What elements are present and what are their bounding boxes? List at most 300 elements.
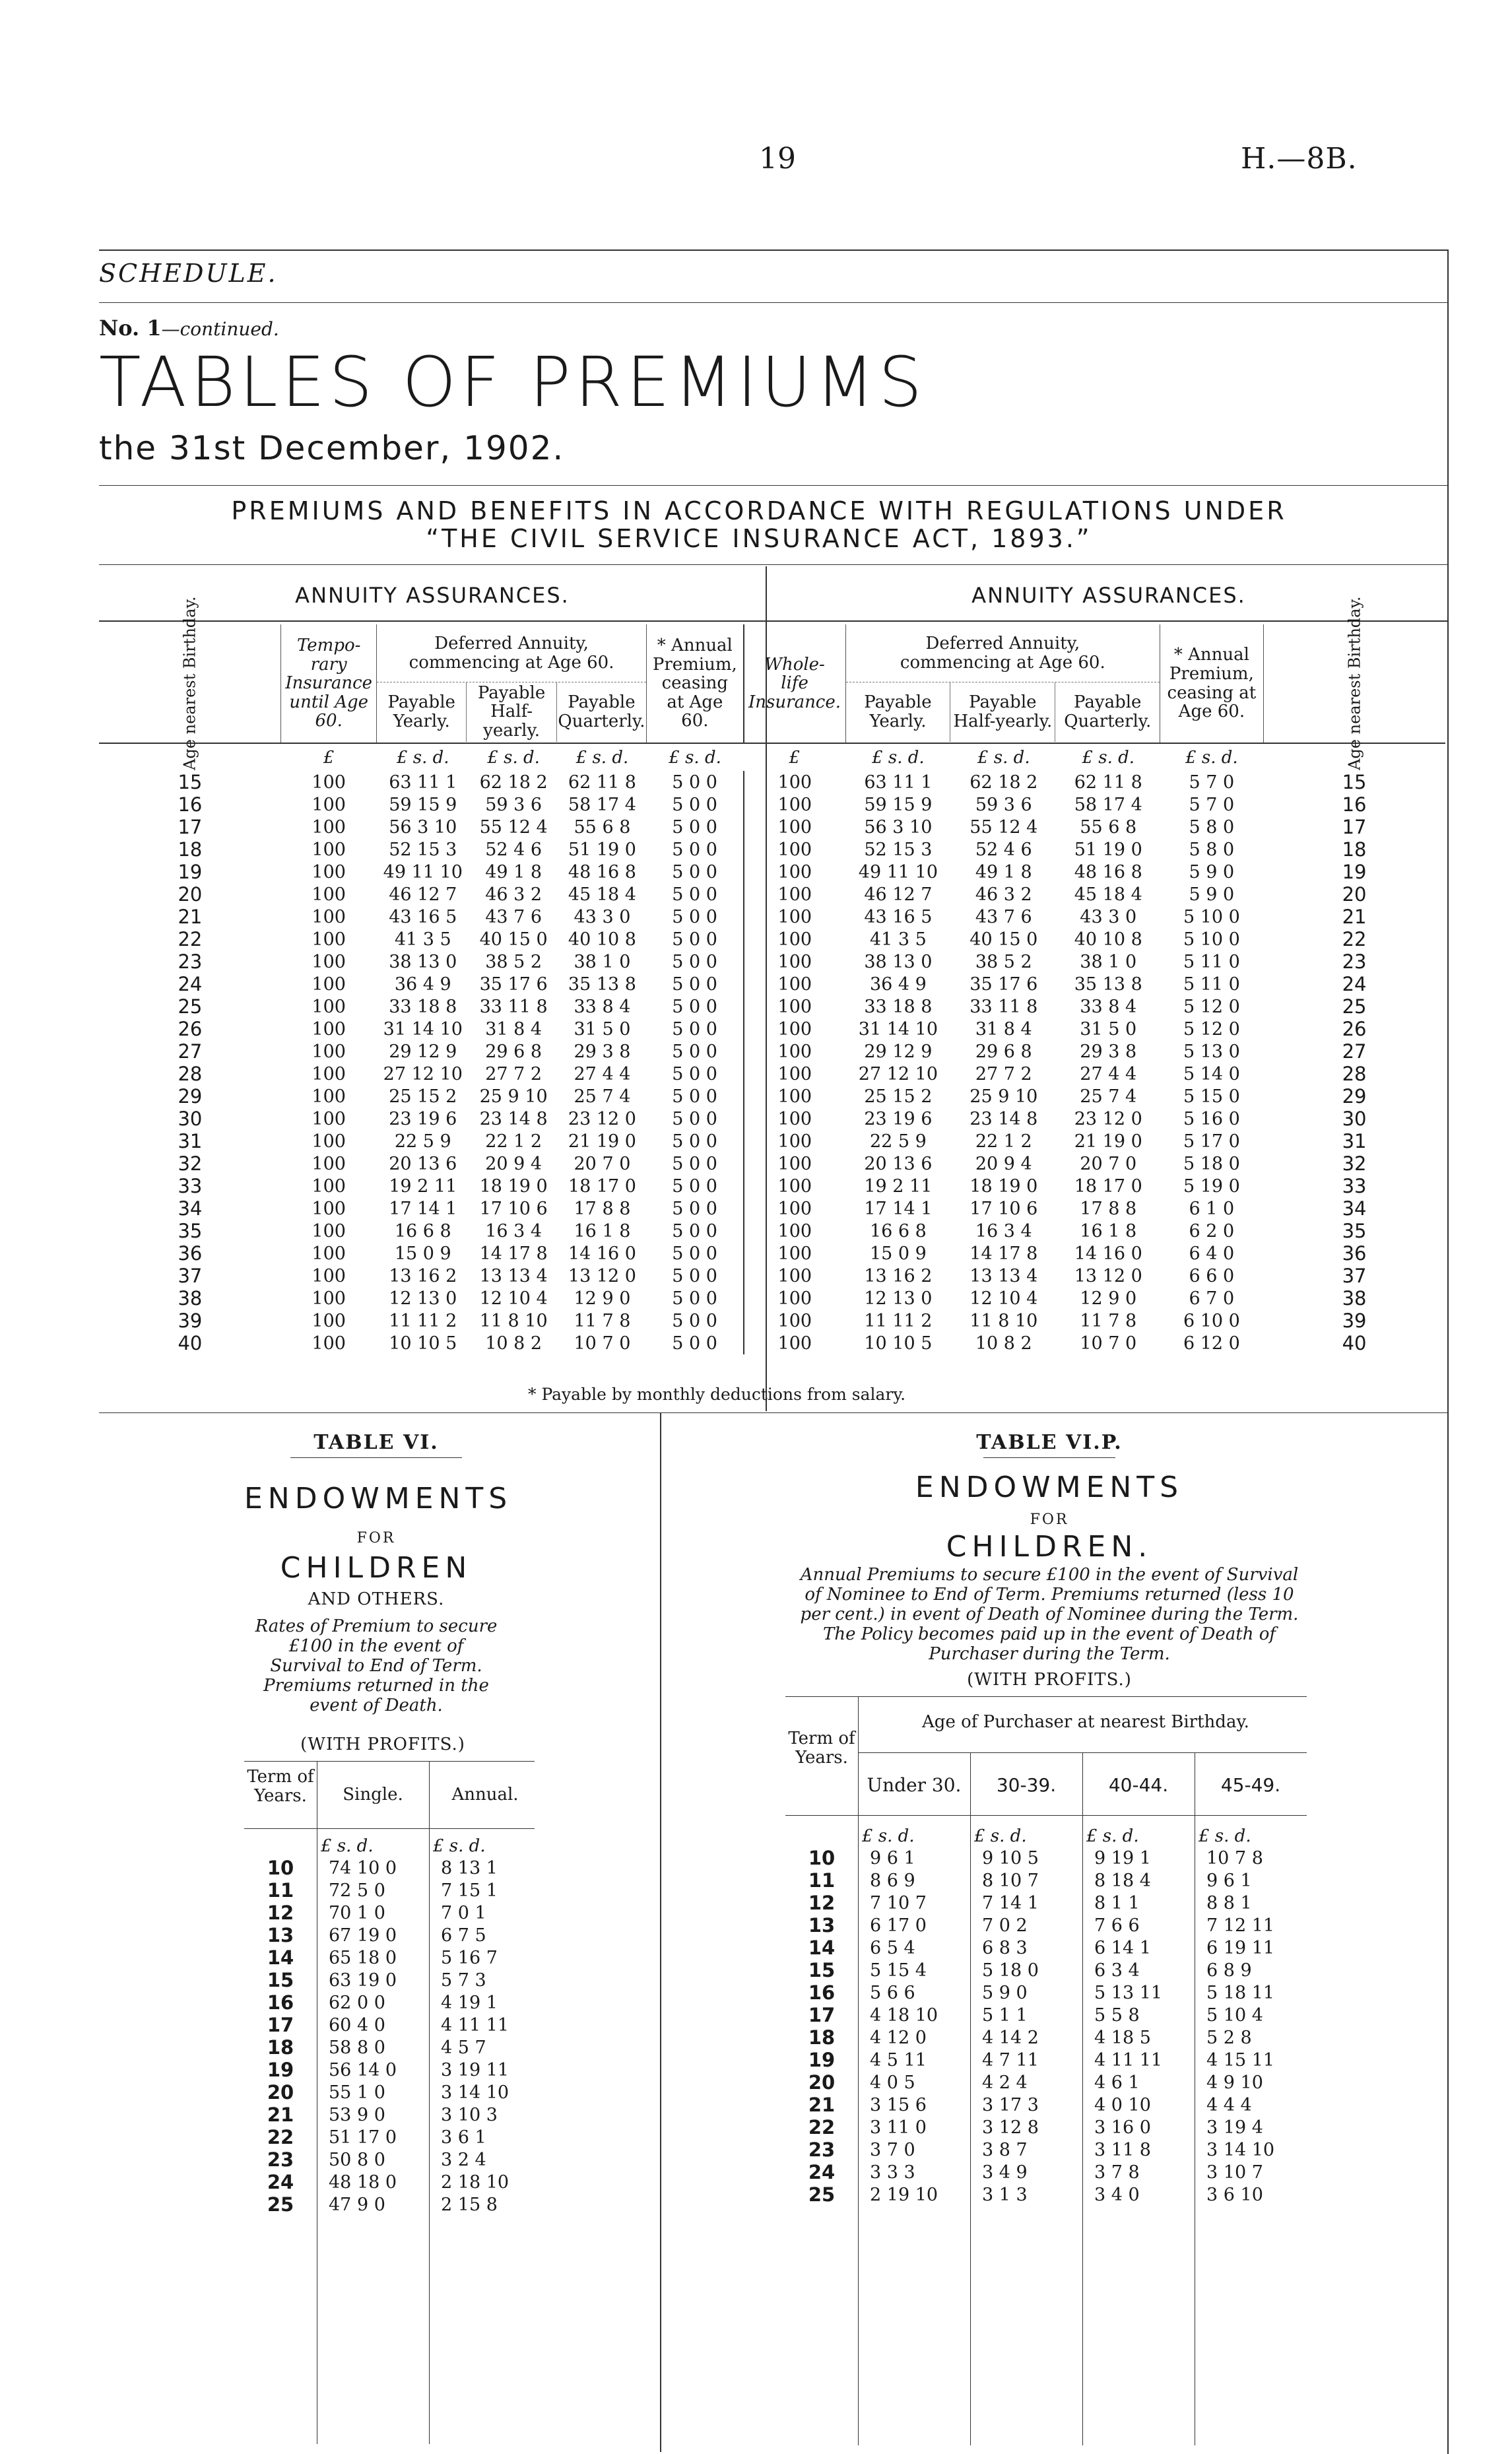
age-cell: 34 <box>178 1197 203 1220</box>
term-cell: 14 <box>267 1946 294 1969</box>
value-cell: 50 8 0 <box>329 2149 385 2170</box>
table-row <box>244 1969 535 1991</box>
table-row <box>99 973 1445 995</box>
value-cell: 40 15 0 <box>970 929 1038 950</box>
value-cell: 55 12 4 <box>479 816 548 838</box>
value-cell: 25 15 2 <box>864 1086 933 1107</box>
age-cell: 22 <box>1342 928 1367 950</box>
value-cell: 100 <box>777 1243 812 1264</box>
term-cell: 15 <box>808 1959 836 1981</box>
value-cell: 5 18 0 <box>982 1960 1039 1981</box>
term-cell: 20 <box>808 2071 836 2094</box>
value-cell: 46 12 7 <box>864 884 933 905</box>
age-cell: 21 <box>178 906 203 928</box>
value-cell: 5 10 0 <box>1183 906 1240 927</box>
value-cell: 8 8 1 <box>1206 1892 1252 1913</box>
value-cell: 5 5 8 <box>1094 2005 1140 2026</box>
term-cell: 23 <box>808 2139 836 2161</box>
unit-label: £ <box>323 747 335 768</box>
value-cell: 100 <box>777 929 812 950</box>
value-cell: 74 10 0 <box>329 1857 397 1878</box>
annuity-body <box>99 771 1445 1354</box>
term-cell: 14 <box>808 1937 836 1959</box>
value-cell: 56 3 10 <box>389 816 457 838</box>
value-cell: 60 4 0 <box>329 2014 385 2036</box>
value-cell: 13 16 2 <box>864 1265 933 1286</box>
value-cell: 23 12 0 <box>1074 1108 1142 1129</box>
value-cell: 51 17 0 <box>329 2127 397 2148</box>
value-cell: 65 18 0 <box>329 1947 397 1968</box>
term-cell: 10 <box>267 1857 294 1879</box>
value-cell: 38 5 2 <box>975 951 1032 972</box>
value-cell: 14 16 0 <box>568 1243 636 1264</box>
table-row <box>785 2094 1307 2116</box>
value-cell: 29 12 9 <box>864 1041 933 1062</box>
value-cell: 19 2 11 <box>389 1176 457 1197</box>
value-cell: 2 18 10 <box>441 2172 509 2193</box>
value-cell: 3 6 10 <box>1206 2184 1263 2205</box>
value-cell: 27 4 4 <box>574 1063 631 1084</box>
value-cell: 100 <box>312 1131 346 1152</box>
value-cell: 100 <box>777 861 812 882</box>
table-row <box>785 2049 1307 2071</box>
unit-label: £ s. d. <box>575 747 629 768</box>
table6-header-single: Single. <box>343 1785 403 1805</box>
value-cell: 9 6 1 <box>870 1847 915 1869</box>
value-cell: 4 12 0 <box>870 2027 927 2048</box>
term-cell: 17 <box>808 2004 836 2026</box>
value-cell: 20 9 4 <box>485 1153 542 1174</box>
value-cell: 100 <box>312 794 346 815</box>
table-row <box>99 883 1445 906</box>
table-row <box>244 2059 535 2081</box>
value-cell: 3 8 7 <box>982 2139 1028 2160</box>
value-cell: 5 17 0 <box>1183 1131 1240 1152</box>
age-cell: 15 <box>1342 771 1367 793</box>
value-cell: 100 <box>777 951 812 972</box>
value-cell: 4 0 5 <box>870 2072 915 2093</box>
table-row <box>785 1914 1307 1937</box>
value-cell: 62 18 2 <box>479 772 548 793</box>
value-cell: 100 <box>777 1041 812 1062</box>
value-cell: 5 7 0 <box>1189 794 1235 815</box>
value-cell: 52 15 3 <box>389 839 457 860</box>
table-row <box>99 838 1445 861</box>
value-cell: 33 8 4 <box>574 996 631 1017</box>
value-cell: 5 0 0 <box>647 1108 744 1130</box>
value-cell: 17 10 6 <box>970 1198 1038 1219</box>
annuity-header-top-rule <box>99 620 1449 622</box>
value-cell: 5 9 0 <box>1189 884 1235 905</box>
value-cell: 3 10 7 <box>1206 2162 1263 2183</box>
value-cell: 22 1 2 <box>485 1131 542 1152</box>
age-cell: 33 <box>1342 1175 1367 1197</box>
term-cell: 19 <box>808 2049 836 2071</box>
header-whole-life: Whole- life Insurance. <box>744 624 845 743</box>
age-cell: 38 <box>178 1287 203 1310</box>
term-cell: 16 <box>808 1981 836 2004</box>
age-cell: 28 <box>178 1063 203 1085</box>
table6-header-rule <box>244 1828 535 1829</box>
value-cell: 5 18 0 <box>1183 1153 1240 1174</box>
unit-label: £ s. d. <box>872 747 925 768</box>
header-age-right: Age nearest Birthday. <box>1345 596 1364 771</box>
table6p-table <box>785 1825 1307 2206</box>
value-cell: 6 8 9 <box>1206 1960 1252 1981</box>
term-cell: 24 <box>808 2161 836 2183</box>
value-cell: 3 4 9 <box>982 2162 1028 2183</box>
value-cell: 100 <box>777 1198 812 1219</box>
table-row <box>99 1130 1445 1152</box>
lower-center-divider <box>660 1412 661 2452</box>
table6p-header-term: Term of Years. <box>788 1729 855 1768</box>
value-cell: 5 19 0 <box>1183 1176 1240 1197</box>
table-row <box>99 1085 1445 1108</box>
value-cell: 3 7 0 <box>870 2139 915 2160</box>
value-cell: 41 3 5 <box>869 929 927 950</box>
age-cell: 40 <box>1342 1332 1367 1354</box>
value-cell: 10 10 5 <box>389 1333 457 1354</box>
value-cell: 49 1 8 <box>975 861 1032 882</box>
term-cell: 11 <box>808 1869 836 1892</box>
value-cell: 8 18 4 <box>1094 1870 1151 1891</box>
value-cell: 11 11 2 <box>864 1310 933 1331</box>
value-cell: 4 5 11 <box>870 2049 927 2071</box>
age-cell: 31 <box>1342 1130 1367 1152</box>
value-cell: 6 17 0 <box>870 1915 927 1936</box>
value-cell: 100 <box>777 1220 812 1242</box>
value-cell: 100 <box>312 816 346 838</box>
value-cell: 70 1 0 <box>329 1902 385 1923</box>
value-cell: 59 15 9 <box>389 794 457 815</box>
term-cell: 11 <box>267 1879 294 1902</box>
table6-header-annual: Annual. <box>451 1785 519 1805</box>
age-cell: 28 <box>1342 1063 1367 1085</box>
value-cell: 17 10 6 <box>479 1198 548 1219</box>
value-cell: 10 7 8 <box>1206 1847 1263 1869</box>
value-cell: 5 0 0 <box>647 1018 744 1040</box>
value-cell: 52 15 3 <box>864 839 933 860</box>
value-cell: 8 13 1 <box>441 1857 498 1878</box>
value-cell: 3 14 10 <box>1206 2139 1275 2160</box>
value-cell: 33 11 8 <box>970 996 1038 1017</box>
value-cell: 5 0 0 <box>647 816 744 838</box>
value-cell: 10 8 2 <box>975 1333 1032 1354</box>
value-cell: 6 7 0 <box>1189 1288 1235 1309</box>
value-cell: 4 0 10 <box>1094 2094 1151 2115</box>
value-cell: 55 6 8 <box>574 816 631 838</box>
value-cell: 29 3 8 <box>1080 1041 1137 1062</box>
value-cell: 31 14 10 <box>383 1018 463 1040</box>
term-cell: 24 <box>267 2171 294 2193</box>
unit-label: £ s. d. <box>862 1826 915 1846</box>
header-temporary: Tempo- rary Insurance until Age 60. <box>281 624 377 743</box>
value-cell: 25 9 10 <box>970 1086 1038 1107</box>
units-row <box>99 743 1445 771</box>
age-cell: 16 <box>1342 793 1367 816</box>
table-row <box>99 1018 1445 1040</box>
value-cell: 5 11 0 <box>1183 951 1240 972</box>
age-cell: 25 <box>178 995 203 1018</box>
value-cell: 40 10 8 <box>568 929 636 950</box>
value-cell: 100 <box>777 974 812 995</box>
table-row <box>99 1175 1445 1197</box>
premiums-heading-2: “THE CIVIL SERVICE INSURANCE ACT, 1893.” <box>426 524 1092 553</box>
value-cell: 5 2 8 <box>1206 2027 1252 2048</box>
value-cell: 6 1 0 <box>1189 1198 1235 1219</box>
value-cell: 11 7 8 <box>1080 1310 1137 1331</box>
table6p-header-40-44: 40-44. <box>1108 1774 1169 1796</box>
value-cell: 21 19 0 <box>568 1131 636 1152</box>
unit-label: £ s. d. <box>977 747 1030 768</box>
value-cell: 48 16 8 <box>1074 861 1142 882</box>
value-cell: 27 12 10 <box>383 1063 463 1084</box>
value-cell: 5 0 0 <box>647 793 744 816</box>
table6-profits: (WITH PROFITS.) <box>300 1735 465 1754</box>
value-cell: 22 5 9 <box>869 1131 927 1152</box>
unit-label: £ s. d. <box>1185 747 1238 768</box>
value-cell: 3 14 10 <box>441 2082 509 2103</box>
table-row <box>785 2183 1307 2206</box>
value-cell: 3 4 0 <box>1094 2184 1140 2205</box>
age-cell: 23 <box>1342 950 1367 973</box>
table-row <box>244 1991 535 2014</box>
value-cell: 45 18 4 <box>568 884 636 905</box>
value-cell: 4 7 11 <box>982 2049 1039 2071</box>
table6p-header-purchaser: Age of Purchaser at nearest Birthday. <box>922 1712 1249 1732</box>
unit-label: £ s. d. <box>1082 747 1135 768</box>
age-cell: 17 <box>1342 816 1367 838</box>
term-cell: 18 <box>808 2026 836 2049</box>
value-cell: 15 0 9 <box>869 1243 927 1264</box>
value-cell: 3 17 3 <box>982 2094 1039 2115</box>
value-cell: 27 7 2 <box>485 1063 542 1084</box>
value-cell: 4 4 4 <box>1206 2094 1252 2115</box>
table-row <box>785 1937 1307 1959</box>
header-deferred-right: Deferred Annuity, commencing at Age 60. Payable Yearly. Payable Half-yearly. Payable Quarterly. <box>845 624 1160 743</box>
table-row <box>244 2126 535 2148</box>
value-cell: 5 10 4 <box>1206 2005 1263 2026</box>
table-row <box>244 1924 535 1946</box>
value-cell: 43 7 6 <box>485 906 542 927</box>
value-cell: 100 <box>312 1176 346 1197</box>
value-cell: 100 <box>312 1041 346 1062</box>
table-row <box>785 2161 1307 2183</box>
unit-label: £ s. d. <box>321 1836 374 1856</box>
value-cell: 35 17 6 <box>479 974 548 995</box>
value-cell: 55 1 0 <box>329 2082 385 2103</box>
table6p-title: TABLE VI.P. <box>976 1431 1123 1454</box>
value-cell: 55 12 4 <box>970 816 1038 838</box>
value-cell: 100 <box>777 884 812 905</box>
value-cell: 5 0 0 <box>647 861 744 883</box>
term-cell: 10 <box>808 1847 836 1869</box>
table-row <box>99 1108 1445 1130</box>
value-cell: 4 18 5 <box>1094 2027 1151 2048</box>
value-cell: 8 10 7 <box>982 1870 1039 1891</box>
value-cell: 31 8 4 <box>975 1018 1032 1040</box>
value-cell: 67 19 0 <box>329 1925 397 1946</box>
value-cell: 29 6 8 <box>485 1041 542 1062</box>
value-cell: 100 <box>777 996 812 1017</box>
value-cell: 4 19 1 <box>441 1992 498 2013</box>
table6p-note: Annual Premiums to secure £100 in the event of Survival of Nominee to End of Term. Premiums returned (less 10 per cent.) in event of Death of Nominee during the Term. The Policy becomes paid up in the event of Death of Purchaser during the Term. <box>800 1565 1299 1664</box>
value-cell: 38 5 2 <box>485 951 542 972</box>
value-cell: 12 13 0 <box>864 1288 933 1309</box>
value-cell: 23 14 8 <box>479 1108 548 1129</box>
value-cell: 25 7 4 <box>574 1086 631 1107</box>
value-cell: 53 9 0 <box>329 2104 385 2125</box>
value-cell: 48 18 0 <box>329 2172 397 2193</box>
value-cell: 3 6 1 <box>441 2127 486 2148</box>
value-cell: 4 11 11 <box>1094 2049 1163 2071</box>
value-cell: 23 19 6 <box>864 1108 933 1129</box>
value-cell: 3 12 8 <box>982 2117 1039 2138</box>
value-cell: 25 15 2 <box>389 1086 457 1107</box>
value-cell: 3 2 4 <box>441 2149 486 2170</box>
age-cell: 39 <box>178 1310 203 1332</box>
value-cell: 4 9 10 <box>1206 2072 1263 2093</box>
value-cell: 5 9 0 <box>982 1982 1028 2003</box>
value-cell: 5 0 0 <box>647 995 744 1018</box>
value-cell: 100 <box>312 1288 346 1309</box>
value-cell: 100 <box>777 794 812 815</box>
value-cell: 52 4 6 <box>485 839 542 860</box>
value-cell: 17 8 8 <box>1080 1198 1137 1219</box>
value-cell: 5 0 0 <box>647 973 744 995</box>
table-row <box>244 1857 535 1879</box>
value-cell: 31 8 4 <box>485 1018 542 1040</box>
value-cell: 6 7 5 <box>441 1925 486 1946</box>
value-cell: 4 5 7 <box>441 2037 486 2058</box>
value-cell: 6 5 4 <box>870 1937 915 1958</box>
premiums-rule <box>99 564 1449 565</box>
unit-blank <box>244 1835 317 1857</box>
value-cell: 100 <box>777 839 812 860</box>
value-cell: 5 0 0 <box>647 1265 744 1287</box>
value-cell: 100 <box>312 772 346 793</box>
age-cell: 31 <box>178 1130 203 1152</box>
value-cell: 19 2 11 <box>864 1176 933 1197</box>
value-cell: 13 13 4 <box>479 1265 548 1286</box>
term-cell: 13 <box>808 1914 836 1937</box>
age-cell: 35 <box>1342 1220 1367 1242</box>
date-line: the 31st December, 1902. <box>99 429 565 467</box>
value-cell: 43 3 0 <box>1080 906 1137 927</box>
value-cell: 100 <box>777 1063 812 1084</box>
value-cell: 35 13 8 <box>568 974 636 995</box>
value-cell: 6 12 0 <box>1183 1333 1240 1354</box>
value-cell: 35 13 8 <box>1074 974 1142 995</box>
age-cell: 22 <box>178 928 203 950</box>
table6p-title-underline <box>983 1457 1115 1458</box>
age-cell: 26 <box>178 1018 203 1040</box>
table6p-top-rule <box>785 1696 1307 1697</box>
table-row <box>785 2004 1307 2026</box>
value-cell: 4 15 11 <box>1206 2049 1275 2071</box>
value-cell: 25 7 4 <box>1080 1086 1137 1107</box>
value-cell: 3 11 8 <box>1094 2139 1151 2160</box>
table-row <box>99 1220 1445 1242</box>
table-row <box>785 1892 1307 1914</box>
value-cell: 27 12 10 <box>858 1063 938 1084</box>
value-cell: 100 <box>777 1176 812 1197</box>
value-cell: 5 0 0 <box>647 1332 744 1354</box>
value-cell: 3 15 6 <box>870 2094 927 2115</box>
age-cell: 34 <box>1342 1197 1367 1220</box>
value-cell: 100 <box>312 861 346 882</box>
table-row <box>99 793 1445 816</box>
table6-top-rule <box>244 1761 535 1762</box>
age-cell: 27 <box>1342 1040 1367 1063</box>
table-row <box>244 2148 535 2171</box>
value-cell: 38 1 0 <box>1080 951 1137 972</box>
page-reference: H.—8B. <box>1241 142 1358 176</box>
table-row <box>99 1242 1445 1265</box>
table-row <box>99 1040 1445 1063</box>
value-cell: 59 15 9 <box>864 794 933 815</box>
table6-for: FOR <box>356 1530 396 1546</box>
value-cell: 7 6 6 <box>1094 1915 1140 1936</box>
annuity-title-right: ANNUITY ASSURANCES. <box>971 583 1246 608</box>
term-cell: 12 <box>808 1892 836 1914</box>
value-cell: 17 8 8 <box>574 1198 631 1219</box>
value-cell: 23 19 6 <box>389 1108 457 1129</box>
header-deferred-left: Deferred Annuity, commencing at Age 60. Payable Yearly. Payable Half-yearly. Payable Quarterly. <box>377 624 647 743</box>
value-cell: 12 10 4 <box>479 1288 548 1309</box>
value-cell: 5 18 11 <box>1206 1982 1275 2003</box>
table-row <box>785 1869 1307 1892</box>
value-cell: 58 8 0 <box>329 2037 385 2058</box>
age-cell: 40 <box>178 1332 203 1354</box>
value-cell: 38 13 0 <box>389 951 457 972</box>
value-cell: 5 0 0 <box>647 1040 744 1063</box>
table6-title: TABLE VI. <box>313 1431 439 1454</box>
age-cell: 20 <box>178 883 203 906</box>
table-row <box>785 1959 1307 1981</box>
value-cell: 52 4 6 <box>975 839 1032 860</box>
value-cell: 20 13 6 <box>389 1153 457 1174</box>
schedule-number: No. 1—continued. <box>99 315 279 341</box>
term-cell: 19 <box>267 2059 294 2081</box>
value-cell: 100 <box>312 1333 346 1354</box>
value-cell: 62 18 2 <box>970 772 1038 793</box>
value-cell: 7 14 1 <box>982 1892 1039 1913</box>
page-title: TABLES OF PREMIUMS <box>99 342 927 422</box>
value-cell: 5 16 0 <box>1183 1108 1240 1129</box>
value-cell: 11 8 10 <box>479 1310 548 1331</box>
term-cell: 25 <box>267 2193 294 2216</box>
value-cell: 20 7 0 <box>574 1153 631 1174</box>
table6p-for: FOR <box>1030 1511 1069 1528</box>
table-row <box>99 1310 1445 1332</box>
value-cell: 51 19 0 <box>1074 839 1142 860</box>
value-cell: 100 <box>777 1153 812 1174</box>
units-row <box>785 1825 1307 1847</box>
table6-others: AND OTHERS. <box>308 1589 445 1609</box>
value-cell: 13 16 2 <box>389 1265 457 1286</box>
term-cell: 15 <box>267 1969 294 1991</box>
value-cell: 25 9 10 <box>479 1086 548 1107</box>
value-cell: 31 5 0 <box>574 1018 631 1040</box>
value-cell: 6 10 0 <box>1183 1310 1240 1331</box>
value-cell: 43 16 5 <box>389 906 457 927</box>
age-cell: 36 <box>1342 1242 1367 1265</box>
term-cell: 18 <box>267 2036 294 2059</box>
value-cell: 6 6 0 <box>1189 1265 1235 1286</box>
term-cell: 21 <box>267 2104 294 2126</box>
value-cell: 29 6 8 <box>975 1041 1032 1062</box>
